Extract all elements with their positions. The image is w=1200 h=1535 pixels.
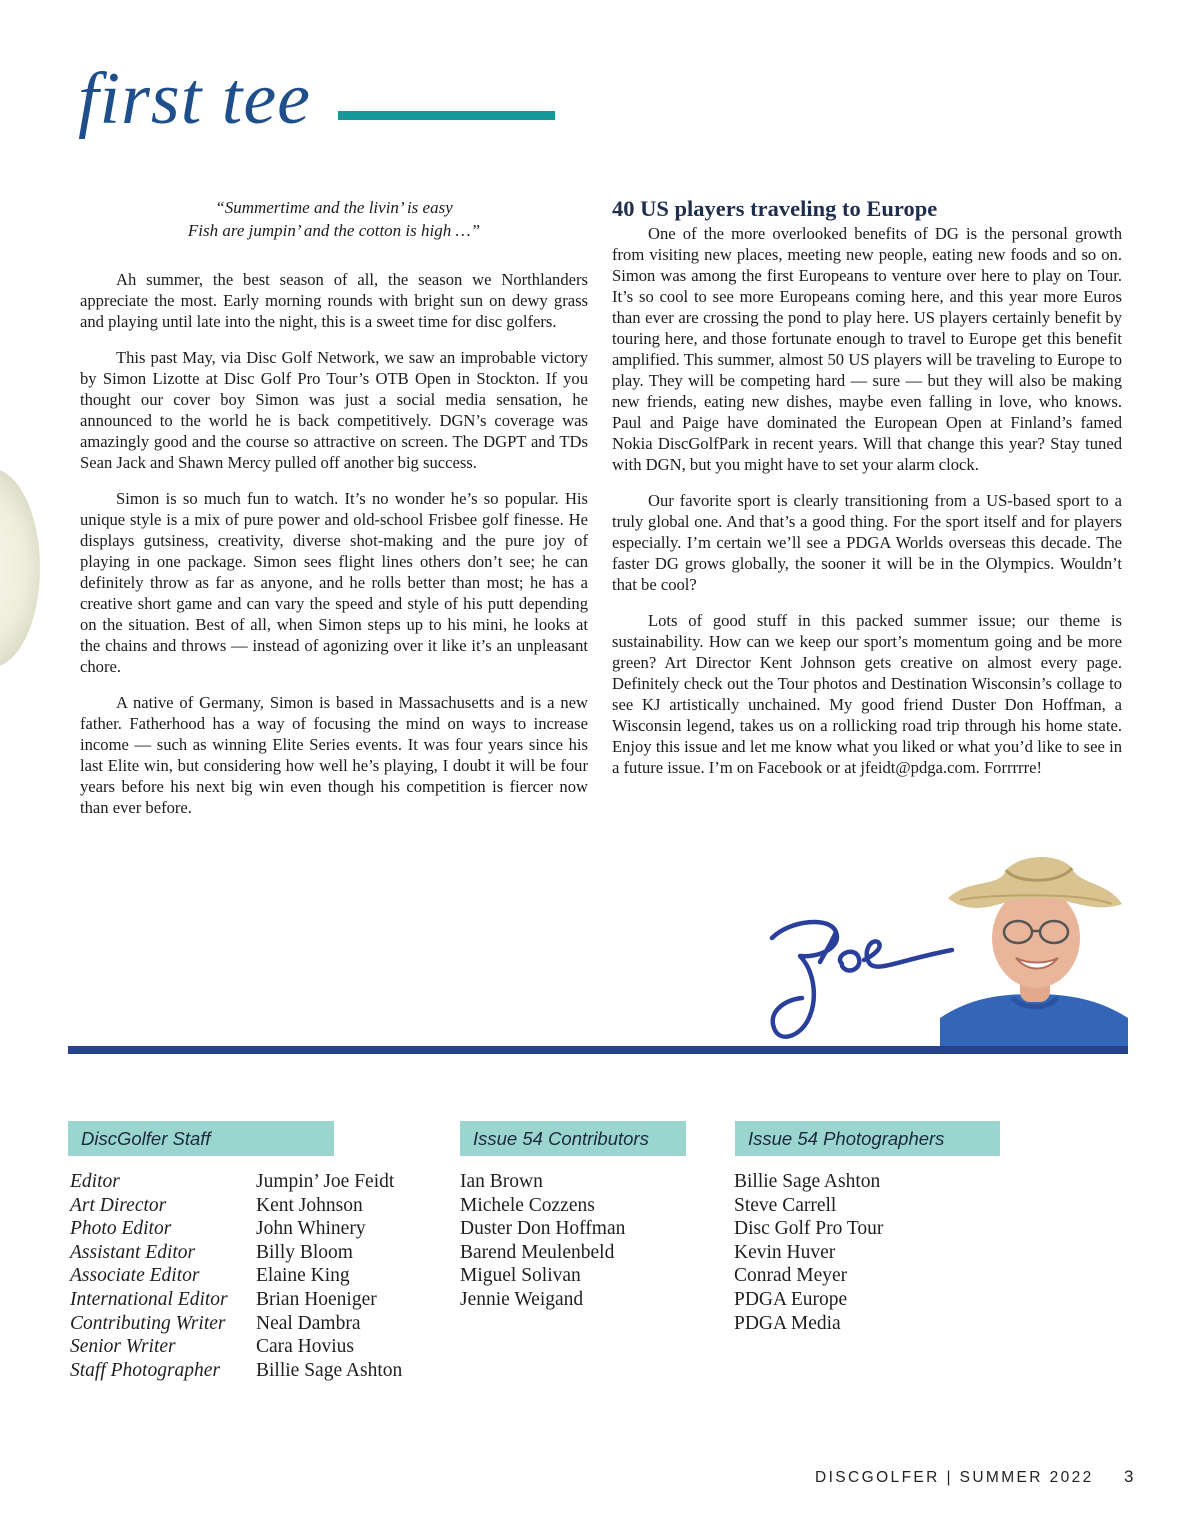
staff-name: Billie Sage Ashton xyxy=(256,1359,403,1381)
contributors-list xyxy=(460,1170,625,1312)
running-footer: DISCGOLFER | SUMMER 2022 xyxy=(815,1469,1094,1486)
photographer-name: PDGA Media xyxy=(734,1312,841,1334)
staff-name: Jumpin’ Joe Feidt xyxy=(256,1171,395,1192)
page-number: 3 xyxy=(1124,1467,1134,1486)
staff-name: Cara Hovius xyxy=(256,1336,355,1358)
staff-name: Billy Bloom xyxy=(256,1241,353,1263)
staff-label: DiscGolfer Staff xyxy=(68,1121,334,1156)
staff-role: Senior Writer xyxy=(70,1336,176,1358)
epigraph-line: “Summertime and the livin’ is easy xyxy=(215,198,453,217)
contributor-name: Jennie Weigand xyxy=(460,1288,584,1310)
staff-role: Art Director xyxy=(70,1194,167,1216)
body-paragraph: Simon is so much fun to watch. It’s no wonder he’s so popular. His unique style is a mix of pure power and old-school Frisbee golf finesse. He displays gutsiness, creativity, diverse shot-making and the pure joy of playing in one package. Simon sees flight lines others don’t see; he can definitely throw as far as anyone, and he rolls better than most; he has a creative short game and can vary the speed and style of his putt depending on the situation. Best of all, when Simon steps up to his mini, he looks at the chains and throws — instead of agonizing over it like it’s an unpleasant chore. xyxy=(80,489,588,676)
staff-name: Neal Dambra xyxy=(256,1312,361,1334)
staff-name: Elaine King xyxy=(256,1265,350,1287)
body-paragraph: Our favorite sport is clearly transitioning from a US-based sport to a truly global one. And that’s a good thing. For the sport itself and for players especially. I’m certain we’ll see a PDGA Worlds overseas this decade. The faster DG grows globally, the sooner it will be in the Olympics. Wouldn’t that be cool? xyxy=(612,491,1122,594)
staff-role: Staff Photographer xyxy=(70,1359,221,1381)
section-title: first tee xyxy=(78,58,312,140)
right-column xyxy=(612,196,1122,793)
photographer-name: Steve Carrell xyxy=(734,1194,837,1216)
staff-role: Photo Editor xyxy=(70,1218,172,1240)
body-paragraph: Ah summer, the best season of all, the season we Northlanders appreciate the most. Early morning rounds with bright sun on dewy grass and playing until late into the night, this is a sweet time for disc golfers. xyxy=(80,270,588,331)
body-paragraph: Lots of good stuff in this packed summer issue; our theme is sustainability. How can we keep our sport’s momentum going and be more green? Art Director Kent Johnson gets creative on almost every page. Definitely check out the Tour photos and Destination Wisconsin’s collage to see KJ artistically unchained. My good friend Duster Don Hoffman, a Wisconsin legend, takes us on a rollicking road trip through his home state. Enjoy this issue and let me know what you liked or what you’d like to see in a future issue. I’m on Facebook or at jfeidt@pdga.com. Forrrrre! xyxy=(612,611,1122,777)
photographer-name: Billie Sage Ashton xyxy=(734,1171,881,1192)
left-column xyxy=(80,196,588,833)
epigraph-line: Fish are jumpin’ and the cotton is high …” xyxy=(187,221,481,240)
staff-names xyxy=(256,1170,402,1382)
photographers-list xyxy=(734,1170,883,1335)
staff-role: Editor xyxy=(70,1171,120,1192)
body-paragraph: A native of Germany, Simon is based in Massachusetts and is a new father. Fatherhood has a way of focusing the mind on ways to increase income — such as winning Elite Series events. It was four years since his last Elite win, but considering how well he’s playing, I doubt it will be four years before his next big win even though his competition is fiercer now than ever before. xyxy=(80,693,588,817)
disc-image-edge xyxy=(0,468,40,668)
contributor-name: Michele Cozzens xyxy=(460,1194,595,1216)
signature-joe xyxy=(760,912,960,1052)
staff-role: Assistant Editor xyxy=(70,1241,196,1263)
body-paragraph: One of the more overlooked benefits of DG is the personal growth from visiting new places, meeting new people, eating new foods and so on. Simon was among the first Europeans to venture over here to play on Tour. It’s so cool to see more Europeans coming here, and this year more Euros than ever are crossing the pond to play here. US players certainly benefit by touring here, and those fortunate enough to travel to Europe get this benefit amplified. This summer, almost 50 US players will be traveling to Europe to play. They will be competing hard — sure — but they will also be making new friends, eating new dishes, maybe even falling in love, who knows. Paul and Paige have dominated the European Open at Finland’s famed Nokia DiscGolfPark in recent years. Will that change this year? Stay tuned with DGN, but you might have to set your alarm clock. xyxy=(612,224,1122,474)
photographer-name: Disc Golf Pro Tour xyxy=(734,1218,884,1240)
author-portrait xyxy=(940,848,1128,1046)
staff-role: International Editor xyxy=(70,1288,228,1310)
contributor-name: Barend Meulenbeld xyxy=(460,1241,615,1263)
staff-role: Contributing Writer xyxy=(70,1312,226,1334)
photographer-name: Conrad Meyer xyxy=(734,1265,848,1287)
photographer-name: Kevin Huver xyxy=(734,1241,836,1263)
staff-name: Kent Johnson xyxy=(256,1194,363,1216)
staff-name: Brian Hoeniger xyxy=(256,1288,377,1310)
contributors-label: Issue 54 Contributors xyxy=(460,1121,686,1156)
staff-roles xyxy=(70,1170,228,1382)
body-paragraph: This past May, via Disc Golf Network, we saw an improbable victory by Simon Lizotte at Disc Golf Pro Tour’s OTB Open in Stockton. If you thought our cover boy Simon was just a social media sensation, he announced to the world he is back competitively. DGN’s coverage was amazingly good and the course so attractive on screen. The DGPT and TDs Sean Jack and Shawn Mercy pulled off another big success. xyxy=(80,348,588,472)
epigraph xyxy=(80,196,588,242)
photographers-label: Issue 54 Photographers xyxy=(735,1121,1000,1156)
contributor-name: Miguel Solivan xyxy=(460,1265,581,1287)
title-accent-rule xyxy=(338,111,555,120)
article-subhead: 40 US players traveling to Europe xyxy=(612,196,938,221)
staff-role: Associate Editor xyxy=(70,1265,200,1287)
contributor-name: Duster Don Hoffman xyxy=(460,1218,626,1240)
contributor-name: Ian Brown xyxy=(460,1171,543,1192)
section-divider xyxy=(68,1046,1128,1054)
photographer-name: PDGA Europe xyxy=(734,1288,848,1310)
staff-name: John Whinery xyxy=(256,1218,366,1240)
